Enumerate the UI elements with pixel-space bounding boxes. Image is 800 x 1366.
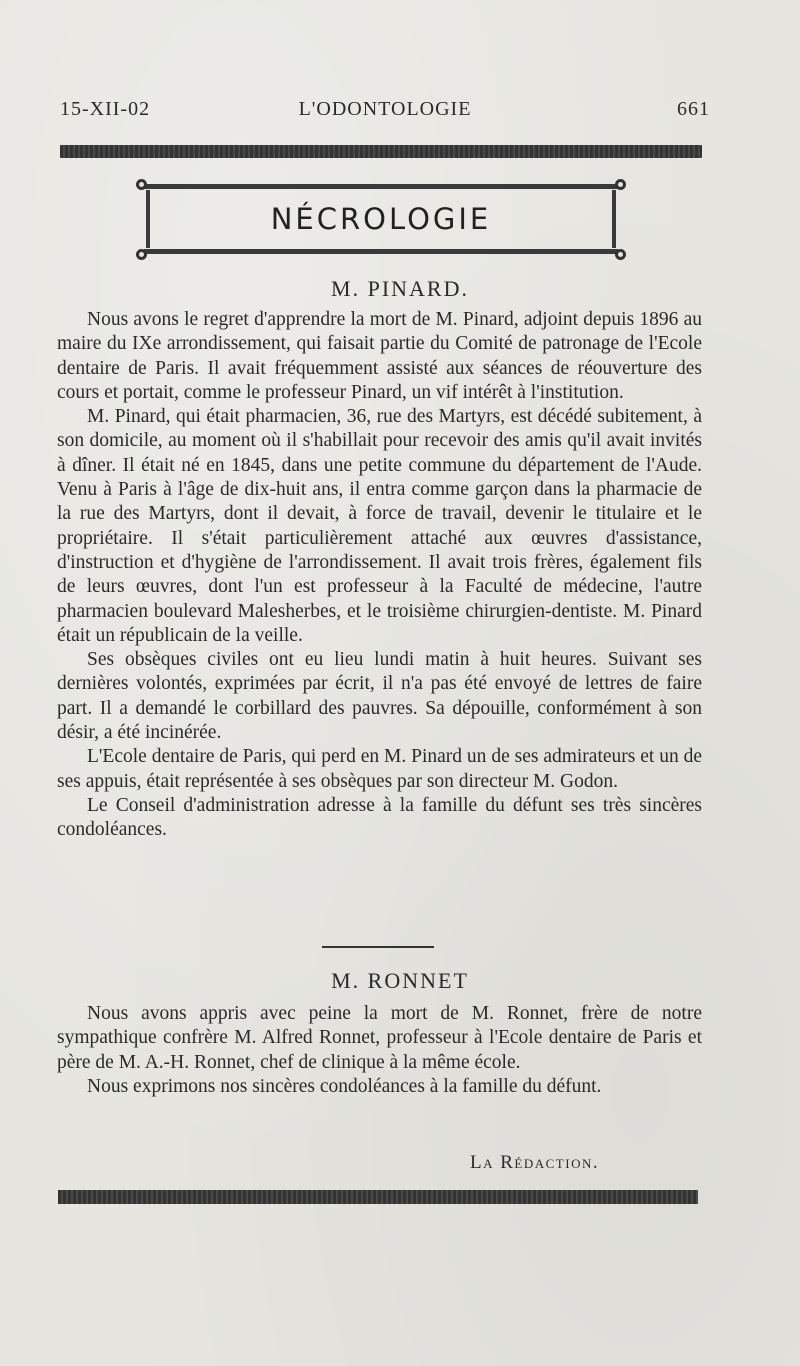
article-body-pinard	[57, 308, 702, 843]
article-title-pinard: M. PINARD.	[331, 276, 469, 301]
article-body-ronnet	[57, 1002, 702, 1099]
signature: La Rédaction.	[470, 1152, 600, 1173]
article-title-ronnet: M. RONNET	[331, 968, 469, 993]
bottom-ornamental-rule	[58, 1190, 698, 1204]
frame-corner-ornament	[136, 249, 147, 260]
journal-title: L'ODONTOLOGIE	[298, 98, 472, 120]
paragraph: Le Conseil d'administration adresse à la famille du défunt ses très sincères condoléances.	[57, 794, 702, 841]
paragraph: Ses obsèques civiles ont eu lieu lundi matin à huit heures. Suivant ses dernières volontés, exprimées par écrit, il n'a pas été envoyé de lettres de faire part. Il a demandé le corbillard des pauvres. Sa dépouille, conformément à son désir, a été incinérée.	[57, 649, 702, 744]
paragraph: M. Pinard, qui était pharmacien, 36, rue des Martyrs, est décédé subitement, à son domicile, au moment où il s'habillait pour recevoir des amis qu'il avait invités à dîner. Il était né en 1845, dans une petite commune du département de l'Aude. Venu à Paris à l'âge de dix-huit ans, il entra comme garçon dans la pharmacie de la rue des Martyrs, dont il devait, à force de travail, devenir le titulaire et le propriétaire. Il s'était particulièrement attaché aux œuvres d'assistance, d'instruction et d'hygiène de l'arrondissement. Il avait trois frères, également fils de leurs œuvres, dont l'un est professeur à la Faculté de médecine, l'autre pharmacien boulevard Malesherbes, et le troisième chirurgien-dentiste. M. Pinard était un républicain de la veille.	[57, 406, 702, 646]
section-heading-frame	[136, 176, 626, 264]
top-ornamental-rule	[60, 145, 702, 158]
frame-top-bar	[144, 184, 618, 189]
frame-corner-ornament	[136, 179, 147, 190]
paragraph: L'Ecole dentaire de Paris, qui perd en M. Pinard un de ses admirateurs et un de ses appuis, était représentée à ses obsèques par son directeur M. Godon.	[57, 746, 702, 792]
section-heading: NÉCROLOGIE	[270, 202, 492, 236]
page-number: 661	[677, 98, 710, 120]
frame-corner-ornament	[615, 179, 626, 190]
issue-date: 15-XII-02	[60, 98, 151, 120]
section-separator	[322, 946, 434, 948]
paragraph: Nous exprimons nos sincères condoléances à la famille du défunt.	[87, 1075, 602, 1097]
running-head	[60, 98, 710, 126]
paragraph: Nous avons appris avec peine la mort de M. Ronnet, frère de notre sympathique confrère M. Alfred Ronnet, professeur à l'Ecole dentaire de Paris et père de M. A.-H. Ronnet, chef de clinique à la même école.	[57, 1003, 702, 1073]
frame-corner-ornament	[615, 249, 626, 260]
frame-bottom-bar	[144, 249, 618, 254]
paragraph: Nous avons le regret d'apprendre la mort de M. Pinard, adjoint depuis 1896 au maire du IXe arrondissement, qui faisait partie du Comité de patronage de l'Ecole dentaire de Paris. Il avait fréquemment assisté aux séances de réouverture des cours et portait, comme le professeur Pinard, un vif intérêt à l'institution.	[57, 309, 702, 403]
